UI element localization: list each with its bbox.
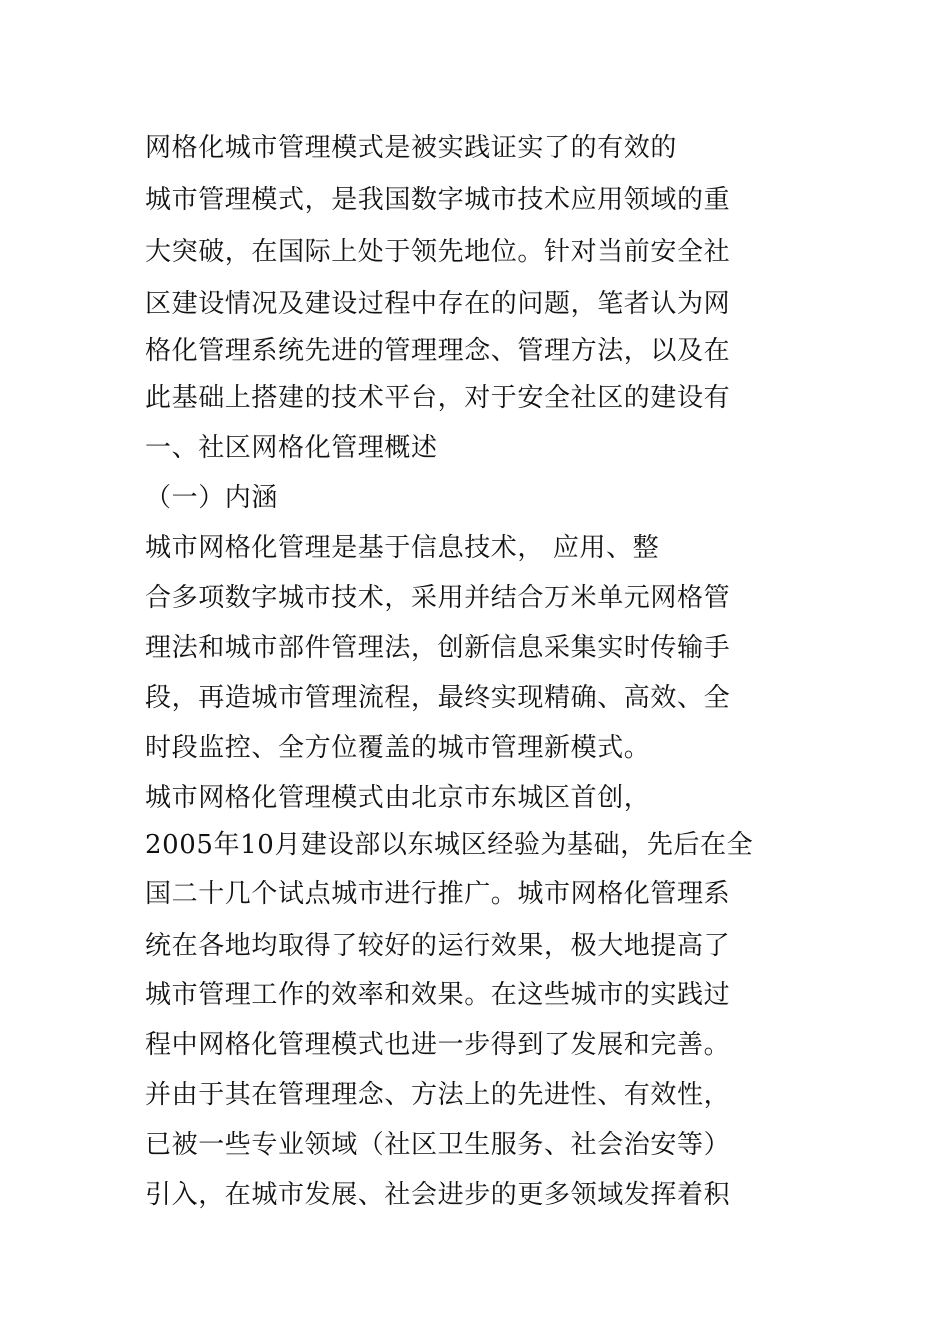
text-line: 时段监控、全方位覆盖的城市管理新模式。	[145, 733, 651, 763]
section-heading: 一、社区网格化管理概述	[145, 433, 438, 463]
text-line: 城市管理模式，是我国数字城市技术应用领域的重	[145, 185, 731, 215]
text-line: 2005年10月建设部以东城区经验为基础，先后在全	[145, 830, 754, 860]
text-line: 段，再造城市管理流程，最终实现精确、高效、全	[145, 683, 731, 713]
text-line: 城市网格化管理是基于信息技术， 应用、整	[145, 533, 660, 563]
text-line: 此基础上搭建的技术平台，对于安全社区的建设有	[145, 383, 731, 413]
text-line: 引入，在城市发展、社会进步的更多领域发挥着积	[145, 1180, 731, 1210]
text-line: 网格化城市管理模式是被实践证实了的有效的	[145, 133, 678, 163]
text-line: 统在各地均取得了较好的运行效果，极大地提高了	[145, 931, 731, 961]
text-line: 合多项数字城市技术，采用并结合万米单元网格管	[145, 583, 731, 613]
subsection-heading: （一）内涵	[145, 483, 279, 513]
text-line: 城市管理工作的效率和效果。在这些城市的实践过	[145, 980, 731, 1010]
text-line: 程中网格化管理模式也进一步得到了发展和完善。	[145, 1030, 731, 1060]
text-line: 国二十几个试点城市进行推广。城市网格化管理系	[145, 879, 731, 909]
text-line: 大突破，在国际上处于领先地位。针对当前安全社	[145, 237, 731, 267]
text-line: 格化管理系统先进的管理理念、管理方法，以及在	[145, 336, 731, 366]
text-line: 并由于其在管理理念、方法上的先进性、有效性，	[145, 1080, 731, 1110]
text-line: 已被一些专业领域（社区卫生服务、社会治安等）	[145, 1130, 731, 1160]
text-line: 区建设情况及建设过程中存在的问题，笔者认为网	[145, 289, 731, 319]
text-line: 城市网格化管理模式由北京市东城区首创，	[145, 783, 651, 813]
text-line: 理法和城市部件管理法，创新信息采集实时传输手	[145, 633, 731, 663]
